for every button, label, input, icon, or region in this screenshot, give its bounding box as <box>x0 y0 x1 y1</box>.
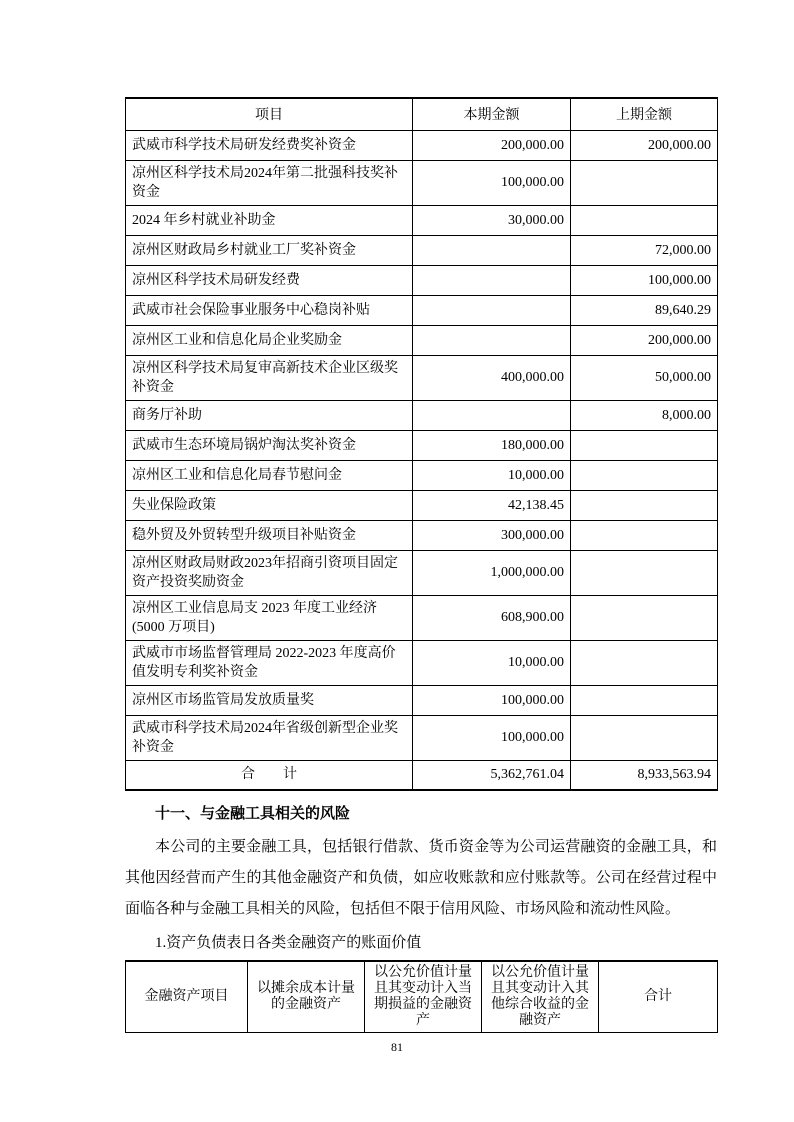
table-row <box>126 715 718 760</box>
current-amount: 608,900.00 <box>413 595 571 640</box>
current-amount: 10,000.00 <box>413 460 571 490</box>
prior-amount <box>571 715 718 760</box>
subsidy-item-name: 凉州区市场监管局发放质量奖 <box>126 685 413 715</box>
table-row <box>126 325 718 355</box>
column-header-fvtpl: 以公允价值计量且其变动计入当期损益的金融资产 <box>365 961 482 1033</box>
current-amount <box>413 265 571 295</box>
current-amount: 180,000.00 <box>413 430 571 460</box>
subsidy-item-name: 2024 年乡村就业补助金 <box>126 205 413 235</box>
table-row <box>126 400 718 430</box>
current-amount: 100,000.00 <box>413 160 571 205</box>
subsidy-item-name: 武威市社会保险事业服务中心稳岗补贴 <box>126 295 413 325</box>
table-row <box>126 685 718 715</box>
prior-amount <box>571 550 718 595</box>
current-amount: 42,138.45 <box>413 490 571 520</box>
subsidy-item-name: 凉州区科学技术局2024年第二批强科技奖补资金 <box>126 160 413 205</box>
current-amount: 100,000.00 <box>413 715 571 760</box>
subsidy-item-name: 凉州区财政局财政2023年招商引资项目固定资产投资奖励资金 <box>126 550 413 595</box>
prior-amount <box>571 430 718 460</box>
subsidy-item-name: 凉州区科学技术局研发经费 <box>126 265 413 295</box>
prior-amount: 89,640.29 <box>571 295 718 325</box>
subsidy-item-name: 武威市科学技术局2024年省级创新型企业奖补资金 <box>126 715 413 760</box>
current-amount: 300,000.00 <box>413 520 571 550</box>
page-content <box>125 97 717 1033</box>
subsidy-table-header-row <box>126 98 718 130</box>
prior-amount: 8,000.00 <box>571 400 718 430</box>
prior-amount: 72,000.00 <box>571 235 718 265</box>
table-row <box>126 130 718 160</box>
column-header-amortized-cost: 以摊余成本计量的金融资产 <box>248 961 365 1033</box>
total-prior-amount: 8,933,563.94 <box>571 760 718 790</box>
subsidy-item-name: 凉州区工业信息局支 2023 年度工业经济(5000 万项目) <box>126 595 413 640</box>
table-row <box>126 460 718 490</box>
prior-amount <box>571 490 718 520</box>
table-row <box>126 265 718 295</box>
subsidy-item-name: 武威市科学技术局研发经费奖补资金 <box>126 130 413 160</box>
table-row <box>126 490 718 520</box>
current-amount: 100,000.00 <box>413 685 571 715</box>
current-amount: 1,000,000.00 <box>413 550 571 595</box>
prior-amount: 50,000.00 <box>571 355 718 400</box>
current-amount <box>413 295 571 325</box>
table-row <box>126 595 718 640</box>
financial-assets-header-row <box>126 961 718 1033</box>
prior-amount <box>571 205 718 235</box>
current-amount: 10,000.00 <box>413 640 571 685</box>
prior-amount <box>571 460 718 490</box>
subsidy-item-name: 武威市市场监督管理局 2022-2023 年度高价值发明专利奖补资金 <box>126 640 413 685</box>
current-amount <box>413 325 571 355</box>
prior-amount: 100,000.00 <box>571 265 718 295</box>
table-row <box>126 235 718 265</box>
current-amount: 30,000.00 <box>413 205 571 235</box>
total-label: 合 计 <box>126 760 413 790</box>
subsection-heading: 1.资产负债表日各类金融资产的账面价值 <box>155 935 422 951</box>
table-row <box>126 160 718 205</box>
subsidy-item-name: 凉州区科学技术局复审高新技术企业区级奖补资金 <box>126 355 413 400</box>
subsidy-table <box>125 97 718 791</box>
section-heading: 十一、与金融工具相关的风险 <box>155 806 351 822</box>
table-row <box>126 295 718 325</box>
prior-amount <box>571 685 718 715</box>
current-amount <box>413 235 571 265</box>
prior-amount <box>571 520 718 550</box>
current-amount: 200,000.00 <box>413 130 571 160</box>
current-amount <box>413 400 571 430</box>
subsidy-table-body <box>126 130 718 760</box>
prior-amount <box>571 595 718 640</box>
prior-amount: 200,000.00 <box>571 130 718 160</box>
column-header-current-amount: 本期金额 <box>413 98 571 130</box>
column-header-item: 项目 <box>126 98 413 130</box>
column-header-prior-amount: 上期金额 <box>571 98 718 130</box>
table-row <box>126 640 718 685</box>
column-header-total: 合计 <box>599 961 718 1033</box>
table-row <box>126 520 718 550</box>
prior-amount <box>571 640 718 685</box>
column-header-asset-item: 金融资产项目 <box>126 961 248 1033</box>
table-row <box>126 430 718 460</box>
prior-amount <box>571 160 718 205</box>
total-current-amount: 5,362,761.04 <box>413 760 571 790</box>
column-header-fvoci: 以公允价值计量且其变动计入其他综合收益的金融资产 <box>482 961 599 1033</box>
risk-paragraph: 本公司的主要金融工具，包括银行借款、货币资金等为公司运营融资的金融工具，和其他因经营而产生的其他金融资产和负债，如应收账款和应付账款等。公司在经营过程中面临各种与金融工具相关的风险，包括但不限于信用风险、市场风险和流动性风险。 <box>125 839 717 917</box>
page-number: 81 <box>391 1040 403 1054</box>
subsidy-item-name: 商务厅补助 <box>126 400 413 430</box>
subsidy-item-name: 武威市生态环境局锅炉淘汰奖补资金 <box>126 430 413 460</box>
subsidy-item-name: 失业保险政策 <box>126 490 413 520</box>
subsidy-item-name: 凉州区工业和信息化局春节慰问金 <box>126 460 413 490</box>
subsidy-item-name: 凉州区工业和信息化局企业奖励金 <box>126 325 413 355</box>
subsidy-item-name: 稳外贸及外贸转型升级项目补贴资金 <box>126 520 413 550</box>
table-row <box>126 355 718 400</box>
prior-amount: 200,000.00 <box>571 325 718 355</box>
table-row <box>126 550 718 595</box>
subsidy-item-name: 凉州区财政局乡村就业工厂奖补资金 <box>126 235 413 265</box>
subsidy-table-total-row <box>126 760 718 790</box>
table-row <box>126 205 718 235</box>
current-amount: 400,000.00 <box>413 355 571 400</box>
financial-assets-table <box>125 960 718 1033</box>
